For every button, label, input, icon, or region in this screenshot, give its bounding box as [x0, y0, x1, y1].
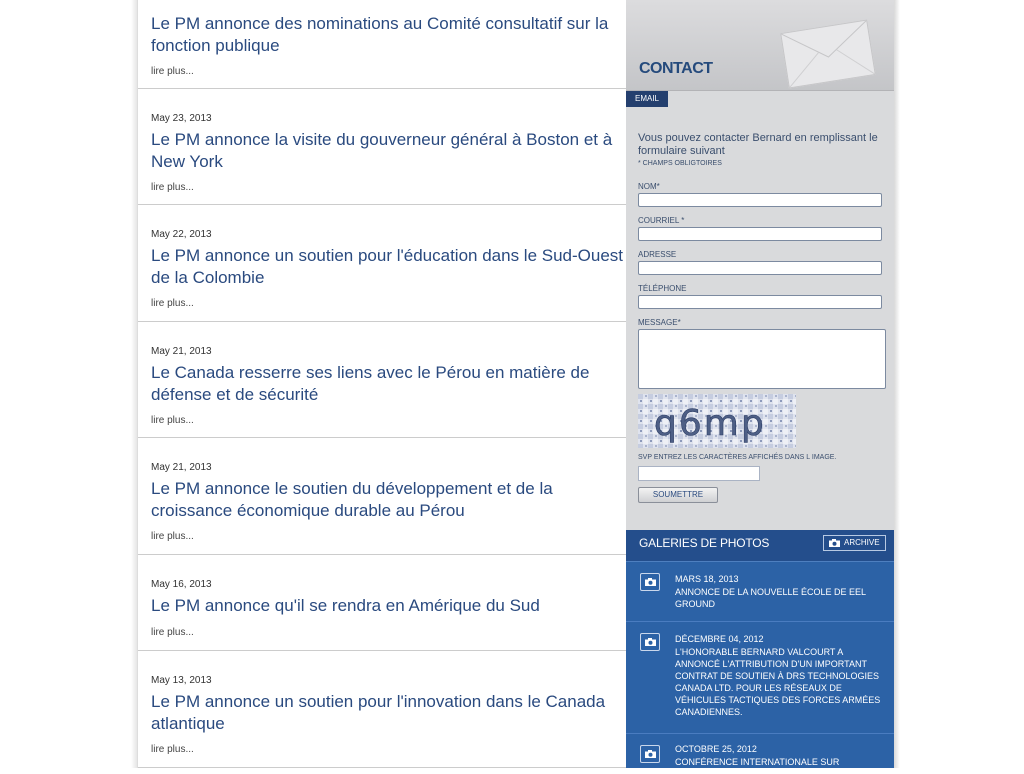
contact-header — [626, 0, 894, 91]
news-date: May 22, 2013 — [151, 229, 212, 240]
captcha-hint: SVP ENTREZ LES CARACTÈRES AFFICHÉS DANS L IMAGE. — [638, 454, 837, 461]
archive-label: ARCHIVE — [844, 538, 880, 547]
phone-field[interactable] — [638, 295, 882, 309]
phone-label: TÉLÉPHONE — [638, 284, 687, 293]
message-label: MESSAGE* — [638, 318, 681, 327]
email-label: COURRIEL * — [638, 216, 685, 225]
read-more-link[interactable]: lire plus... — [151, 531, 194, 542]
news-item — [138, 0, 627, 89]
email-field[interactable] — [638, 227, 882, 241]
captcha-input[interactable] — [638, 466, 760, 481]
news-title[interactable]: Le PM annonce qu'il se rendra en Amérique du Sud — [151, 596, 540, 615]
gallery-date: OCTOBRE 25, 2012 — [675, 744, 757, 754]
address-field[interactable] — [638, 261, 882, 275]
news-date: May 23, 2013 — [151, 113, 212, 124]
archive-button[interactable] — [823, 535, 886, 551]
sidebar — [626, 0, 894, 768]
news-item — [138, 651, 627, 768]
page-shadow-right — [894, 0, 900, 768]
gallery-item[interactable] — [626, 734, 894, 774]
gallery-text[interactable]: ANNONCE DE LA NOUVELLE ÉCOLE DE EEL GROUND — [675, 587, 866, 609]
message-field[interactable] — [638, 329, 886, 389]
read-more-link[interactable]: lire plus... — [151, 66, 194, 77]
gallery-header — [626, 530, 894, 562]
news-date: May 21, 2013 — [151, 346, 212, 357]
gallery-item[interactable] — [626, 622, 894, 734]
name-label: NOM* — [638, 182, 660, 191]
news-date: May 21, 2013 — [151, 462, 212, 473]
gallery-title: GALERIES DE PHOTOS — [639, 536, 770, 550]
camera-icon — [640, 573, 660, 591]
read-more-link[interactable]: lire plus... — [151, 182, 194, 193]
news-title[interactable]: Le Canada resserre ses liens avec le Pérou en matière de défense et de sécurité — [151, 363, 590, 404]
required-note: * CHAMPS OBLIGTOIRES — [638, 160, 722, 167]
camera-icon — [640, 745, 660, 763]
read-more-link[interactable]: lire plus... — [151, 627, 194, 638]
news-item — [138, 322, 627, 438]
news-item — [138, 555, 627, 651]
news-title[interactable]: Le PM annonce la visite du gouverneur général à Boston et à New York — [151, 130, 613, 171]
news-item — [138, 438, 627, 555]
address-label: ADRESSE — [638, 250, 677, 259]
read-more-link[interactable]: lire plus... — [151, 744, 194, 755]
news-title[interactable]: Le PM annonce un soutien pour l'innovation dans le Canada atlantique — [151, 692, 606, 733]
camera-icon — [640, 633, 660, 651]
contact-intro: Vous pouvez contacter Bernard en remplissant le formulaire suivant — [638, 132, 878, 157]
read-more-link[interactable]: lire plus... — [151, 415, 194, 426]
news-date: May 13, 2013 — [151, 675, 212, 686]
name-field[interactable] — [638, 193, 882, 207]
submit-button[interactable]: SOUMETTRE — [638, 487, 718, 503]
news-title[interactable]: Le PM annonce le soutien du développement et de la croissance économique durable au Pérou — [151, 479, 553, 520]
news-title[interactable]: Le PM annonce des nominations au Comité consultatif sur la fonction publique — [151, 14, 609, 55]
read-more-link[interactable]: lire plus... — [151, 298, 194, 309]
news-date: May 16, 2013 — [151, 579, 212, 590]
contact-title: CONTACT — [639, 60, 713, 77]
news-item — [138, 205, 627, 322]
captcha-text: q6mp — [654, 403, 766, 444]
gallery-item[interactable] — [626, 562, 894, 622]
news-list — [137, 0, 627, 768]
photo-gallery — [626, 530, 894, 768]
gallery-text[interactable]: L'HONORABLE BERNARD VALCOURT A ANNONCÉ L'ATTRIBUTION D'UN IMPORTANT CONTRAT DE SOUTIEN À DRS TECHNOLOGIES CANADA LTD. POUR LES RÉSEAUX DE VÉHICULES TACTIQUES DES FORCES ARMÉES CANADIENNES. — [675, 647, 881, 717]
gallery-date: DÉCEMBRE 04, 2012 — [675, 634, 764, 644]
news-item — [138, 89, 627, 205]
tab-email[interactable]: EMAIL — [626, 91, 668, 107]
camera-icon — [829, 539, 840, 547]
news-title[interactable]: Le PM annonce un soutien pour l'éducation dans le Sud-Ouest de la Colombie — [151, 246, 624, 287]
captcha-image — [638, 394, 796, 448]
envelope-icon — [780, 19, 876, 88]
gallery-date: MARS 18, 2013 — [675, 574, 739, 584]
gallery-text[interactable]: CONFÉRENCE INTERNATIONALE SUR — [675, 757, 840, 767]
